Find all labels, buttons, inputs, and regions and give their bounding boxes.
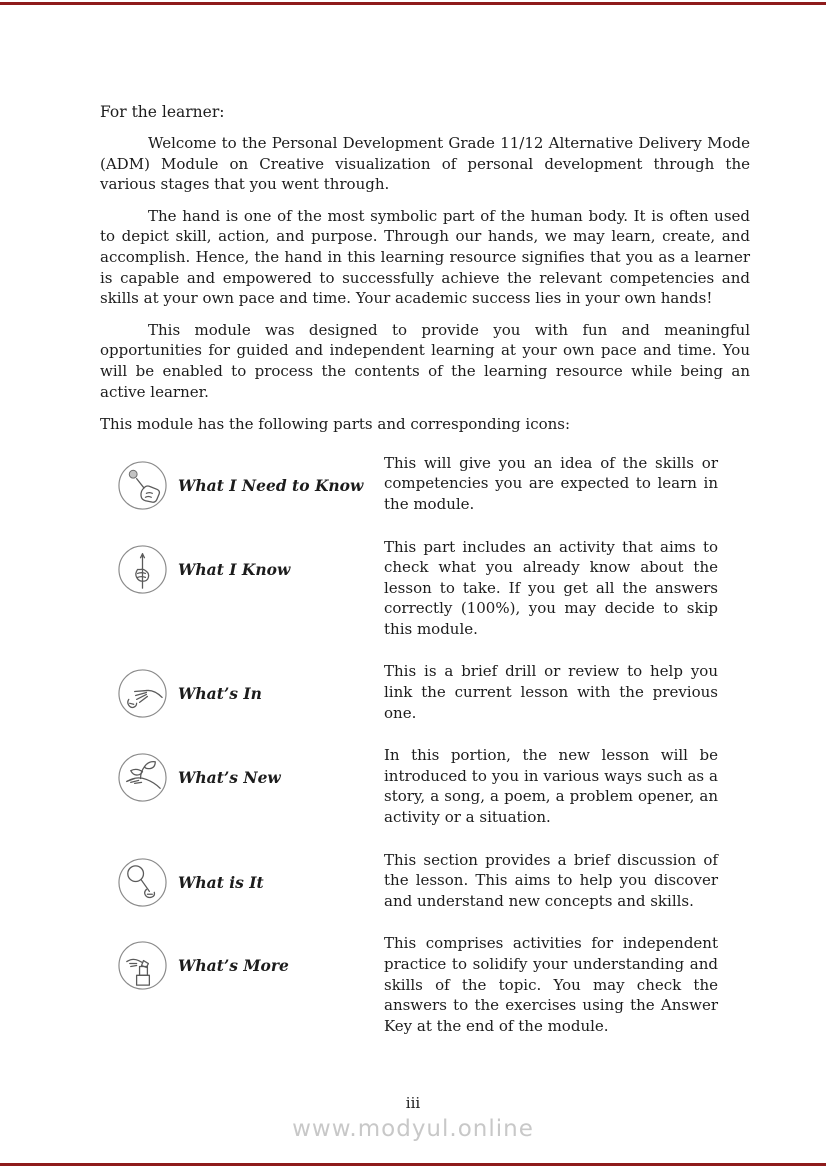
intro-paragraph-hand: The hand is one of the most symbolic part of the human body. It is often used to depict skill, action, and purpose. Through our hands, we may learn, create, and accomplish. Hence, the hand in this learning resource signifies that you as a learner is capable and empowered to successfully achieve the relevant competencies and skills at your own pace and time. Your academic success lies in your own hands! [100, 206, 750, 308]
for-the-learner-heading: For the learner: [100, 103, 225, 121]
part-description: This is a brief drill or review to help you link the current lesson with the previous one. [384, 662, 718, 722]
part-description: This section provides a brief discussion of the lesson. This aims to help you discover and understand new concepts and skills. [384, 850, 718, 910]
part-label: What’s New [178, 768, 281, 788]
part-description: In this portion, the new lesson will be introduced to you in various ways such as a story, a song, a poem, a problem opener, an activity or a situation. [384, 746, 718, 827]
hand-reach-icon [117, 668, 178, 719]
watermark-text: www.modyul.online [292, 1116, 534, 1142]
hand-pencil-icon [117, 544, 178, 595]
part-label: What I Need to Know [178, 475, 364, 495]
part-label: What is It [178, 872, 264, 892]
top-accent-bar [0, 2, 826, 5]
intro-paragraph-design: This module was designed to provide you with fun and meaningful opportunities for guided and independent learning at your own pace and time. You will be enabled to process the contents of the learning resource while being an active learner. [100, 320, 750, 401]
intro-paragraph-welcome: Welcome to the Personal Development Grade 11/12 Alternative Delivery Mode (ADM) Module on Creative visualization of personal development through the various stages that you went through. [100, 134, 750, 194]
bottom-accent-bar [0, 1163, 826, 1166]
part-description: This comprises activities for independent practice to solidify your understanding and skills of the topic. You may check the answers to the exercises using the Answer Key at the end of the module. [384, 934, 718, 1035]
part-label: What’s More [178, 956, 289, 976]
part-description: This part includes an activity that aims to check what you already know about the lesson to take. If you get all the answers correctly (100%), you may decide to skip this module. [384, 537, 718, 638]
part-label: What I Know [178, 559, 291, 579]
hand-magnifier-icon [117, 857, 178, 908]
hand-blocks-icon [117, 940, 178, 991]
page-number: iii [405, 1094, 421, 1112]
module-part-row-what-i-need-to-know [100, 453, 750, 515]
module-part-row-what-i-know [100, 537, 750, 640]
hand-seedling-icon [117, 752, 178, 803]
module-part-row-what-is-it [100, 850, 750, 912]
part-label: What’s In [178, 684, 262, 704]
parts-intro-line: This module has the following parts and corresponding icons: [100, 415, 571, 434]
module-part-row-whats-more [100, 933, 750, 1036]
part-description: This will give you an idea of the skills or competencies you are expected to learn in the module. [384, 453, 718, 513]
module-part-row-whats-in [100, 661, 750, 723]
hand-tap-icon [117, 460, 178, 511]
module-part-row-whats-new [100, 745, 750, 827]
